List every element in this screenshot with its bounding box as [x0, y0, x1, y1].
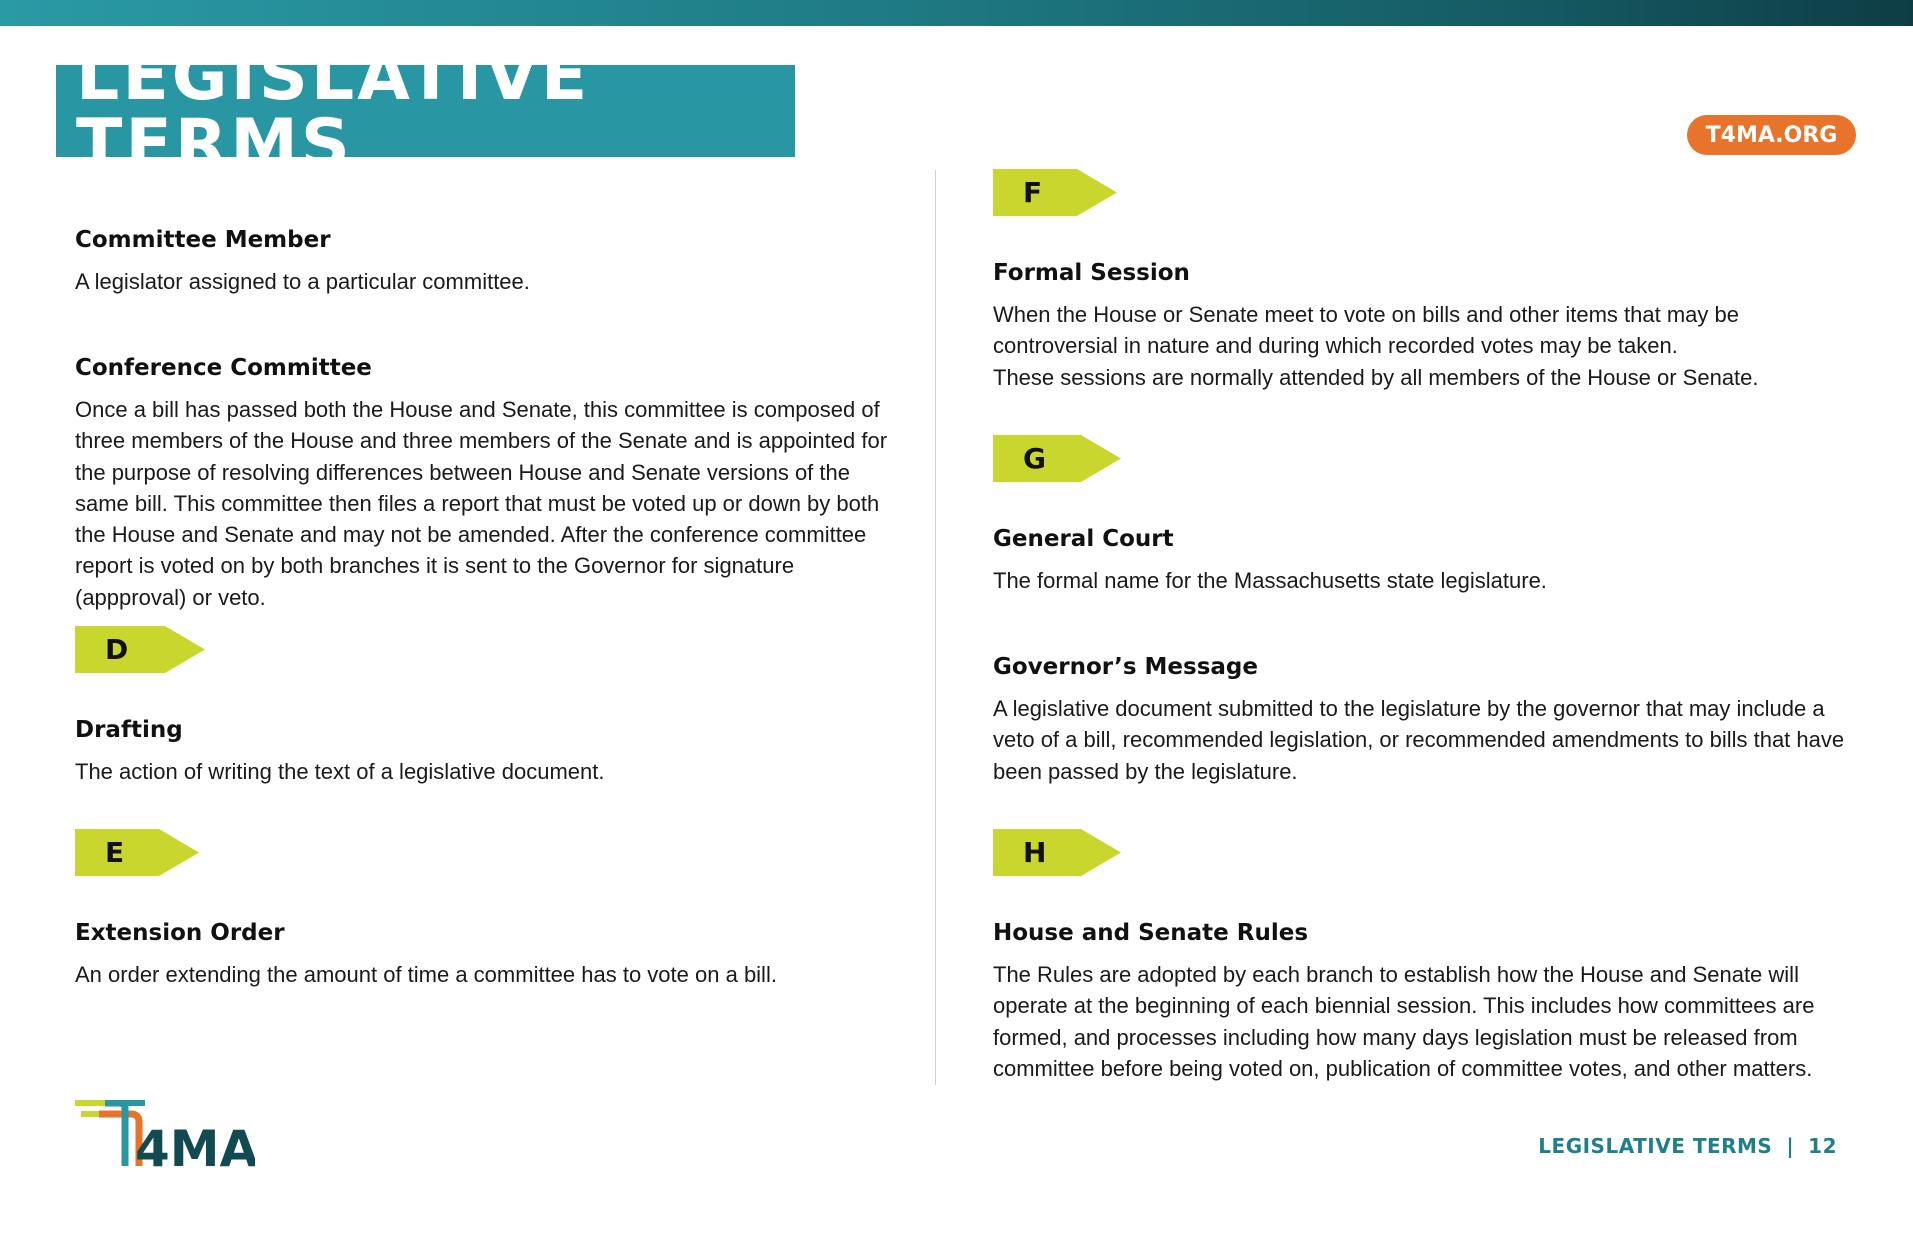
term-heading: Extension Order	[75, 920, 285, 946]
letter-label: D	[105, 633, 129, 666]
footer-section: LEGISLATIVE TERMS	[1538, 1134, 1773, 1158]
top-banner	[0, 0, 1913, 26]
term-entry	[993, 653, 1853, 787]
t4ma-logo	[75, 1100, 255, 1170]
term-heading: House and Senate Rules	[993, 920, 1309, 946]
term-heading: General Court	[993, 526, 1174, 552]
letter-label: E	[105, 836, 125, 869]
term-heading: Formal Session	[993, 260, 1190, 286]
page-title: LEGISLATIVE TERMS	[76, 37, 591, 184]
term-definition: Once a bill has passed both the House and Senate, this committee is composed of three members of the House and three members of the Senate and is appointed for the purpose of resolving differences between House and Senate versions of the same bill. This committee then files a report that must be voted up or down by both the House and Senate and may not be amended. After the conference committee report is voted on by both branches it is sent to the Governor for signature (appproval) or veto.	[75, 397, 888, 610]
term-entry	[993, 259, 1853, 393]
term-definition: A legislative document submitted to the legislature by the governor that may include a veto of a bill, recommended legislation, or recommended amendments to bills that have been passed by the legislature.	[993, 696, 1845, 784]
logo-wordmark: 4MA	[135, 1120, 255, 1170]
letter-label: G	[1023, 442, 1046, 475]
term-definition-note: These sessions are normally attended by all members of the House or Senate.	[993, 364, 1759, 390]
letter-label: F	[1023, 176, 1043, 209]
t4ma-logo-mark	[75, 1100, 255, 1170]
letter-label: H	[1023, 836, 1047, 869]
term-definition: A legislator assigned to a particular committee.	[75, 269, 530, 294]
term-definition: The formal name for the Massachusetts state legislature.	[993, 568, 1547, 593]
site-link-badge[interactable]: T4MA.ORG	[1687, 115, 1856, 155]
letter-tag-h	[993, 829, 1123, 876]
term-entry	[75, 354, 895, 613]
term-heading: Drafting	[75, 717, 183, 743]
term-definition: The action of writing the text of a legislative document.	[75, 759, 605, 784]
letter-tag-d	[75, 626, 205, 673]
term-definition: When the House or Senate meet to vote on bills and other items that may be controversial in nature and during which recorded votes may be taken.	[993, 302, 1739, 359]
letter-tag-f	[993, 169, 1123, 216]
page-title-box	[56, 37, 795, 184]
term-entry	[993, 525, 1547, 596]
page-number: 12	[1808, 1134, 1837, 1158]
term-entry	[75, 226, 530, 297]
letter-tag-g	[993, 435, 1123, 482]
term-heading: Committee Member	[75, 227, 331, 253]
footer-separator: |	[1786, 1134, 1795, 1158]
term-entry	[75, 716, 605, 787]
term-entry	[75, 919, 777, 990]
term-entry	[993, 919, 1833, 1084]
term-heading: Governor’s Message	[993, 654, 1258, 680]
column-divider	[935, 170, 936, 1085]
term-definition: An order extending the amount of time a committee has to vote on a bill.	[75, 962, 777, 987]
term-definition: The Rules are adopted by each branch to establish how the House and Senate will operate at the beginning of each biennial session. This includes how committees are formed, and processes including how many days legislation must be released from committee before being voted on, publication of committee votes, and other matters.	[993, 962, 1815, 1081]
page-footer	[1538, 1134, 1837, 1158]
letter-tag-e	[75, 829, 205, 876]
term-heading: Conference Committee	[75, 355, 372, 381]
